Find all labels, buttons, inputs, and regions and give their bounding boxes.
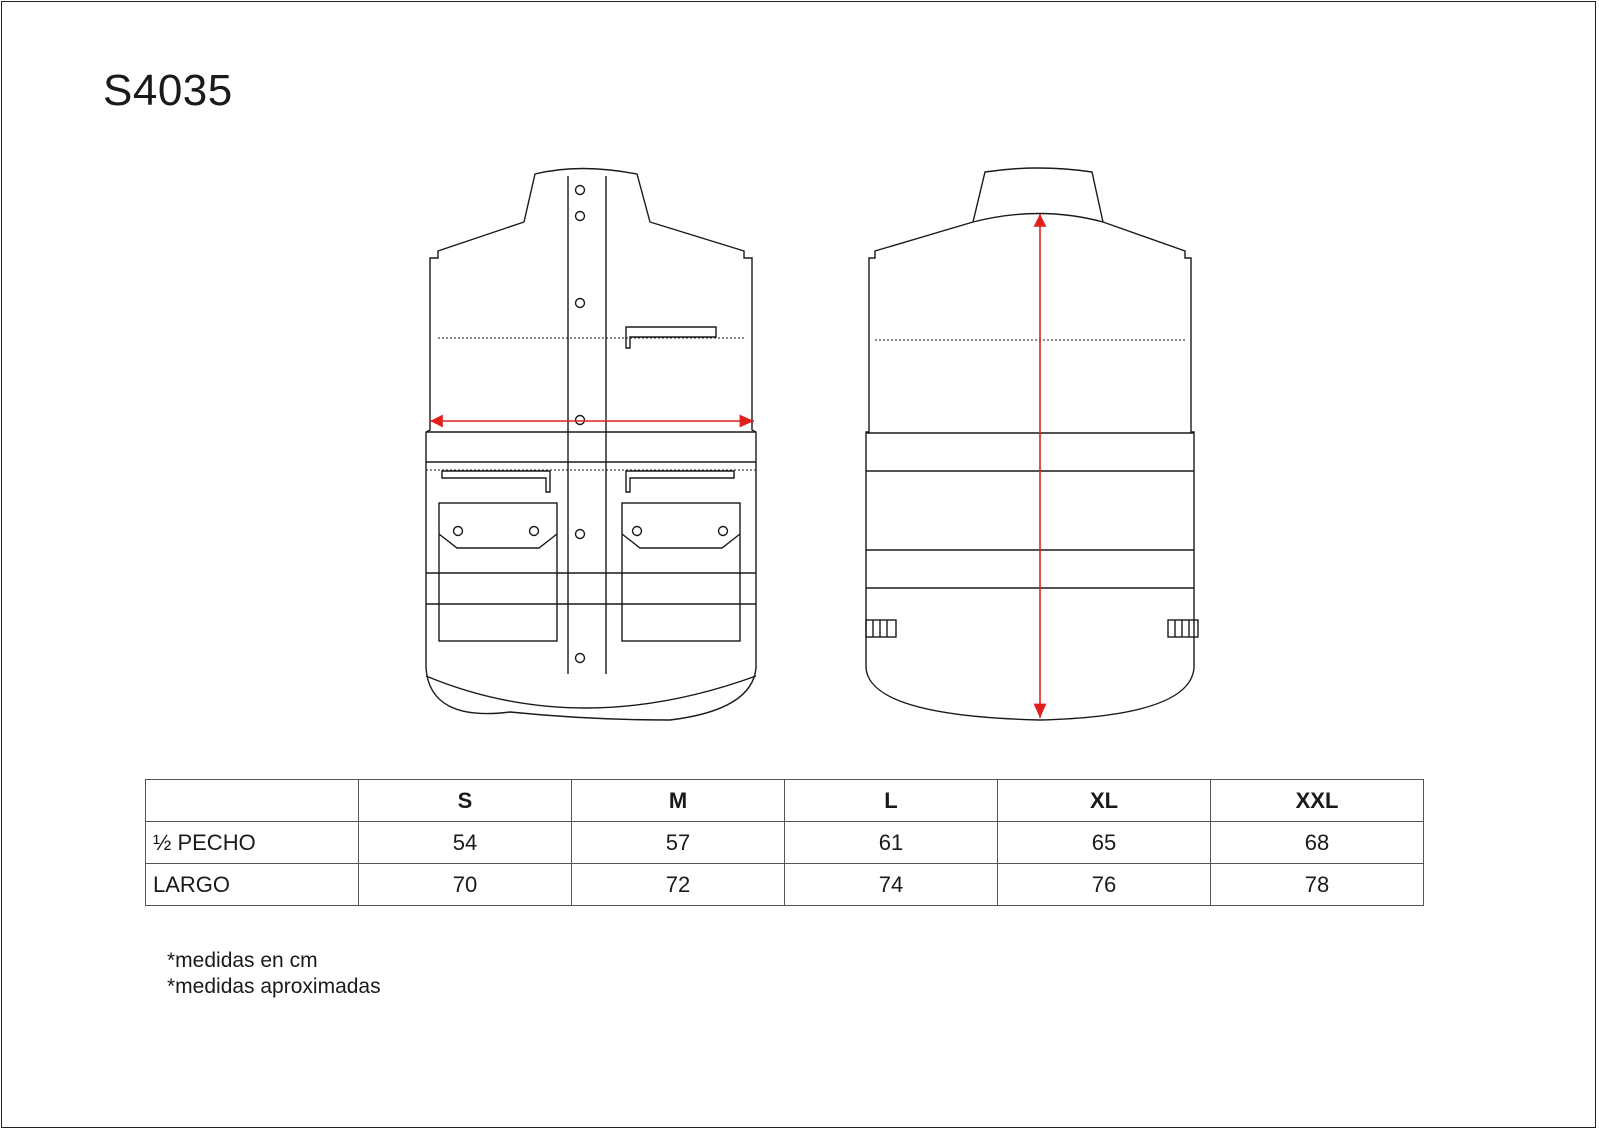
right-cargo-pocket [622, 503, 740, 641]
vest-front-view [426, 169, 756, 721]
table-header-cell: M [572, 780, 785, 822]
table-row [146, 822, 1424, 864]
table-header-row [146, 780, 1424, 822]
table-cell: 54 [359, 822, 572, 864]
left-pocket-flap [439, 534, 557, 548]
front-hem [426, 676, 756, 708]
table-header-cell: S [359, 780, 572, 822]
table-cell: 65 [998, 822, 1211, 864]
product-code-title: S4035 [103, 66, 233, 115]
table-cell: 78 [1211, 864, 1424, 906]
front-collar [524, 169, 650, 223]
button [576, 530, 585, 539]
table-cell: 70 [359, 864, 572, 906]
note-approximate: *medidas aproximadas [167, 975, 381, 998]
left-cargo-pocket [439, 503, 557, 641]
table-cell: 72 [572, 864, 785, 906]
button [576, 212, 585, 221]
note-units: *medidas en cm [167, 949, 318, 972]
button [576, 186, 585, 195]
left-zip-pocket [442, 471, 550, 492]
row-label: ½ PECHO [146, 822, 359, 864]
table-header-cell [146, 780, 359, 822]
vest-back-view [866, 168, 1198, 720]
button [576, 299, 585, 308]
right-zip-pocket [626, 471, 734, 492]
table-header-cell: XL [998, 780, 1211, 822]
button [576, 654, 585, 663]
table-cell: 57 [572, 822, 785, 864]
table-header-cell: L [785, 780, 998, 822]
table-cell: 76 [998, 864, 1211, 906]
row-label: LARGO [146, 864, 359, 906]
table-cell: 61 [785, 822, 998, 864]
table-cell: 74 [785, 864, 998, 906]
measurement-notes [167, 948, 381, 1000]
table-row [146, 864, 1424, 906]
button [576, 416, 585, 425]
table-cell: 68 [1211, 822, 1424, 864]
chest-zip-pocket [626, 327, 716, 348]
table-header-cell: XXL [1211, 780, 1424, 822]
left-side-adjuster [866, 620, 896, 637]
size-chart-table [145, 779, 1424, 906]
